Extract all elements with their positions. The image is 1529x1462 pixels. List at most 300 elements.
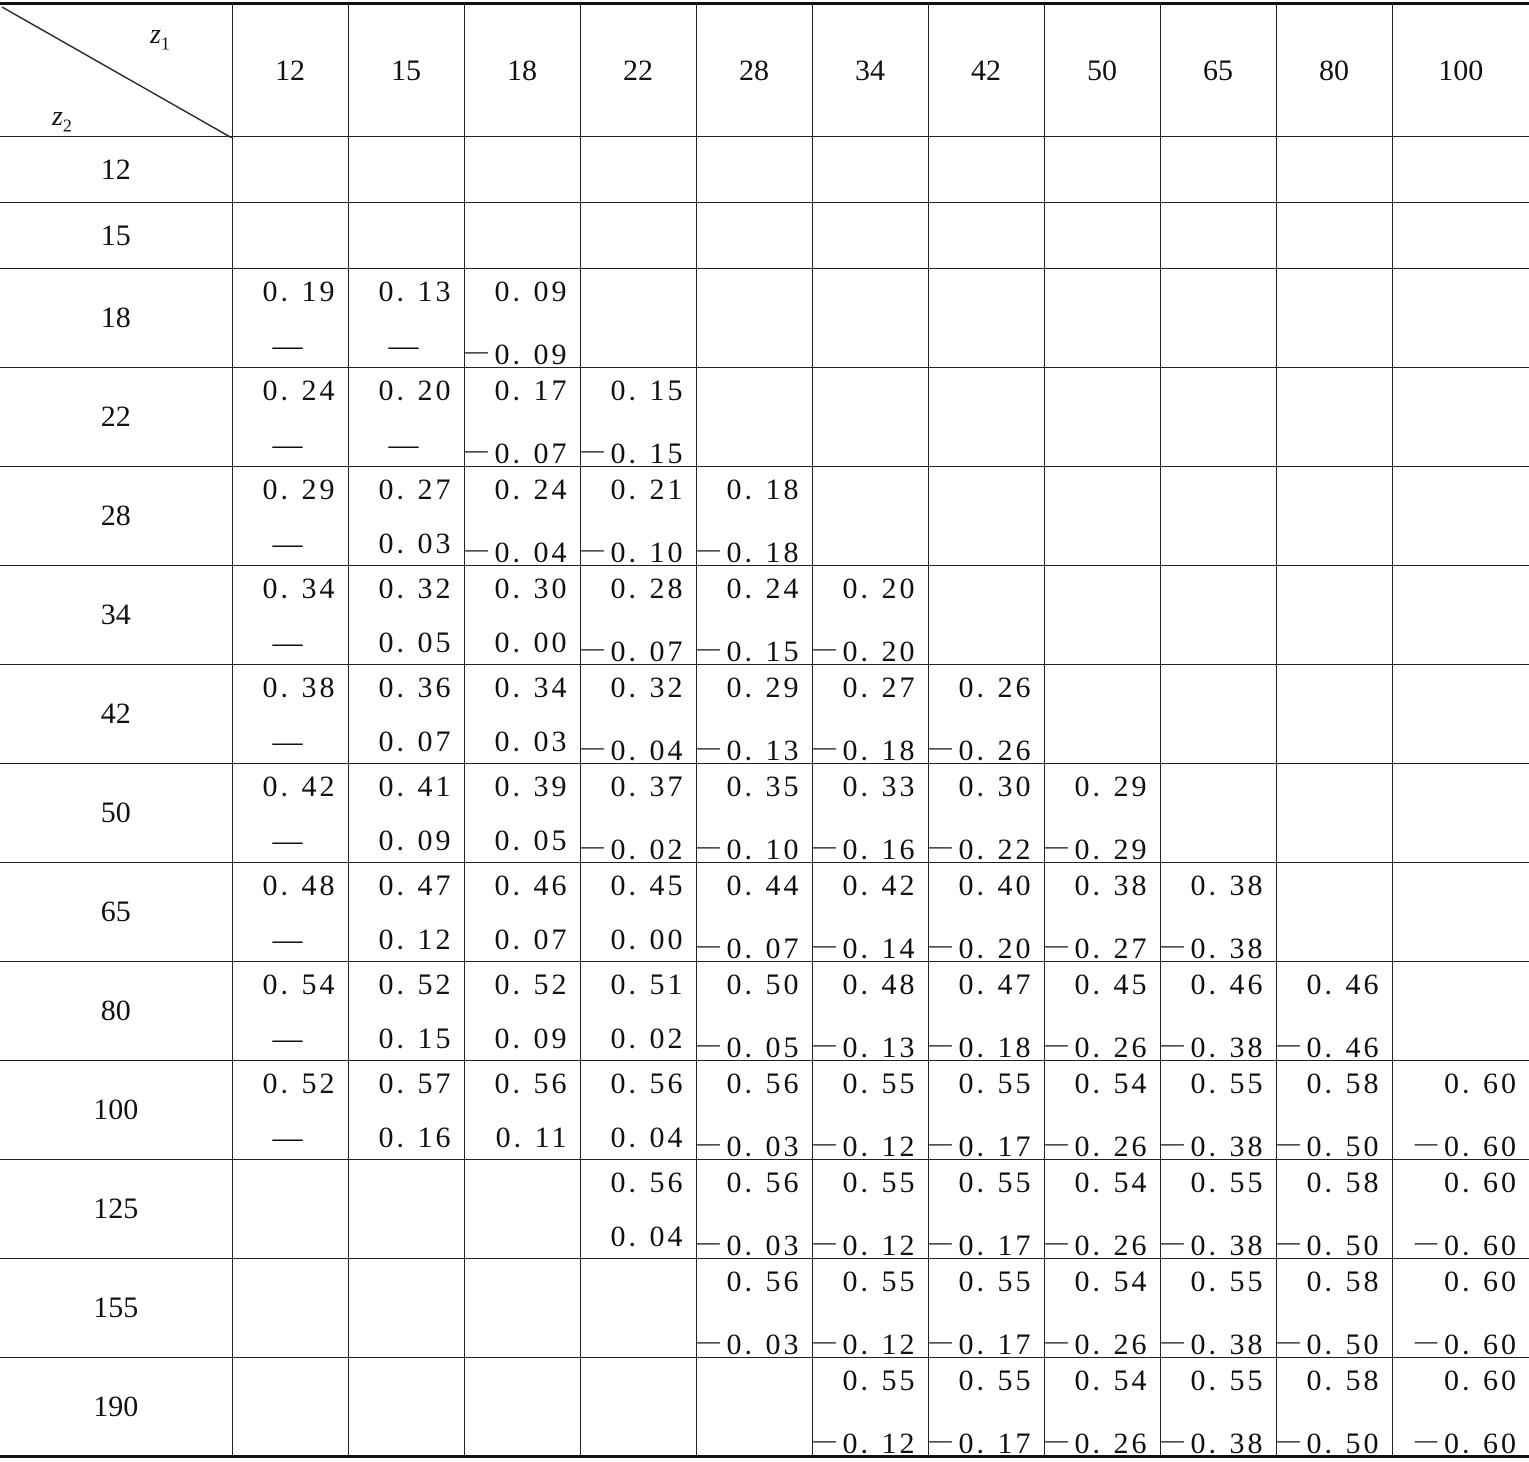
empty-cell	[580, 1259, 696, 1358]
row-header-z2: 50	[0, 764, 232, 863]
table-cell	[809, 665, 928, 767]
z1-axis-label	[150, 19, 170, 55]
cell-value-lower: －0. 10	[577, 536, 686, 569]
empty-cell	[812, 203, 928, 269]
empty-cell	[1044, 566, 1160, 665]
table-row	[0, 203, 1529, 269]
table-cell	[1041, 764, 1160, 866]
empty-cell	[232, 203, 348, 269]
table-cell	[1392, 1358, 1529, 1460]
empty-cell	[1392, 764, 1529, 863]
cell-value-upper: 0. 55	[842, 1364, 918, 1397]
table-cell	[925, 1160, 1044, 1262]
row-header-z2: 15	[0, 203, 232, 269]
cell-value-lower: －0. 50	[1273, 1229, 1382, 1262]
cell-value-upper: 0. 32	[610, 671, 686, 704]
table-cell	[809, 863, 928, 965]
table-cell	[348, 764, 464, 863]
cell-value-upper: 0. 60	[1444, 1067, 1519, 1100]
table-row	[0, 566, 1529, 665]
cell-value-upper: 0. 46	[1190, 968, 1266, 1001]
empty-cell	[348, 137, 464, 203]
cell-value-lower: 0. 12	[378, 923, 454, 956]
cell-value-lower: －0. 09	[461, 338, 570, 371]
cell-value-lower: －0. 17	[925, 1427, 1034, 1460]
table-cell	[348, 1061, 464, 1160]
cell-value-upper: 0. 55	[1190, 1265, 1266, 1298]
cell-value-lower: 0. 09	[494, 1022, 570, 1055]
cell-value-lower: －0. 50	[1273, 1328, 1382, 1361]
table-cell	[693, 1259, 812, 1361]
cell-value-upper: 0. 26	[958, 671, 1034, 704]
row-header-z2: 18	[0, 269, 232, 368]
cell-value-lower: 0. 00	[494, 626, 570, 659]
empty-cell	[928, 566, 1044, 665]
empty-cell	[1160, 269, 1276, 368]
empty-cell	[928, 467, 1044, 566]
table-cell	[809, 962, 928, 1064]
table-cell	[232, 467, 348, 566]
cell-value-upper: 0. 60	[1444, 1166, 1519, 1199]
table-cell	[925, 1259, 1044, 1361]
row-header-z2: 28	[0, 467, 232, 566]
table-cell	[809, 1358, 928, 1460]
cell-value-lower: —	[388, 428, 422, 461]
cell-value-lower: －0. 26	[1041, 1031, 1150, 1064]
table-row	[0, 1259, 1529, 1358]
column-header-z1: 65	[1160, 4, 1276, 137]
cell-value-upper: 0. 55	[842, 1067, 918, 1100]
cell-value-upper: 0. 58	[1306, 1265, 1382, 1298]
cell-value-upper: 0. 58	[1306, 1067, 1382, 1100]
table-cell	[925, 962, 1044, 1064]
cell-value-upper: 0. 42	[262, 770, 338, 803]
table-cell	[464, 566, 580, 665]
table-cell	[577, 467, 696, 569]
cell-value-upper: 0. 27	[378, 473, 454, 506]
table-cell	[1041, 1259, 1160, 1361]
table-row	[0, 665, 1529, 764]
cell-value-upper: 0. 55	[1190, 1067, 1266, 1100]
table-cell	[232, 368, 348, 467]
cell-value-lower: —	[272, 527, 306, 560]
empty-cell	[1392, 962, 1529, 1061]
table-cell	[464, 1061, 580, 1160]
cell-value-lower: －0. 04	[577, 734, 686, 767]
row-header-z2: 100	[0, 1061, 232, 1160]
empty-cell	[1276, 467, 1392, 566]
empty-cell	[348, 1358, 464, 1457]
cell-value-upper: 0. 54	[1074, 1067, 1150, 1100]
cell-value-upper: 0. 21	[610, 473, 686, 506]
cell-value-lower: －0. 38	[1157, 1427, 1266, 1460]
cell-value-lower: －0. 17	[925, 1229, 1034, 1262]
cell-value-upper: 0. 41	[378, 770, 454, 803]
table-cell	[1041, 1061, 1160, 1163]
cell-value-lower: －0. 17	[925, 1130, 1034, 1163]
cell-value-upper: 0. 30	[958, 770, 1034, 803]
corner-header	[0, 4, 232, 137]
cell-value-upper: 0. 55	[1190, 1364, 1266, 1397]
row-header-z2: 80	[0, 962, 232, 1061]
table-cell	[693, 566, 812, 668]
cell-value-upper: 0. 45	[1074, 968, 1150, 1001]
cell-value-lower: —	[272, 923, 306, 956]
table-row	[0, 467, 1529, 566]
table-body	[0, 137, 1529, 1460]
cell-value-upper: 0. 38	[262, 671, 338, 704]
cell-value-lower: －0. 26	[1041, 1427, 1150, 1460]
empty-cell	[232, 1259, 348, 1358]
cell-value-upper: 0. 30	[494, 572, 570, 605]
header-row	[0, 4, 1529, 137]
cell-value-lower: 0. 04	[610, 1220, 686, 1253]
cell-value-lower: －0. 50	[1273, 1427, 1382, 1460]
column-header-z1: 100	[1392, 4, 1529, 137]
cell-value-lower: －0. 13	[693, 734, 802, 767]
cell-value-upper: 0. 32	[378, 572, 454, 605]
empty-cell	[348, 203, 464, 269]
empty-cell	[928, 368, 1044, 467]
cell-value-lower: －0. 46	[1273, 1031, 1382, 1064]
z2-symbol: z	[52, 101, 63, 132]
table-cell	[577, 764, 696, 866]
cell-value-upper: 0. 56	[610, 1067, 686, 1100]
empty-cell	[1160, 368, 1276, 467]
column-header-z1: 28	[696, 4, 812, 137]
empty-cell	[1276, 137, 1392, 203]
cell-value-upper: 0. 60	[1444, 1364, 1519, 1397]
cell-value-lower: －0. 38	[1157, 1328, 1266, 1361]
empty-cell	[232, 1160, 348, 1259]
empty-cell	[580, 269, 696, 368]
cell-value-lower: 0. 02	[610, 1022, 686, 1055]
cell-value-upper: 0. 34	[494, 671, 570, 704]
cell-value-upper: 0. 56	[610, 1166, 686, 1199]
cell-value-upper: 0. 54	[262, 968, 338, 1001]
cell-value-lower: －0. 14	[809, 932, 918, 965]
column-header-z1: 22	[580, 4, 696, 137]
cell-value-lower: －0. 13	[809, 1031, 918, 1064]
table-cell	[1273, 1358, 1392, 1460]
empty-cell	[1044, 137, 1160, 203]
z1-symbol: z	[150, 19, 161, 50]
cell-value-lower: －0. 16	[809, 833, 918, 866]
table-cell	[1157, 863, 1276, 965]
table-cell	[464, 863, 580, 962]
table-cell	[577, 665, 696, 767]
table-cell	[348, 863, 464, 962]
table-cell	[348, 665, 464, 764]
cell-value-upper: 0. 24	[726, 572, 802, 605]
table-row	[0, 764, 1529, 863]
empty-cell	[464, 137, 580, 203]
cell-value-lower: －0. 38	[1157, 1031, 1266, 1064]
cell-value-lower: －0. 03	[693, 1328, 802, 1361]
empty-cell	[1044, 203, 1160, 269]
table-cell	[925, 1358, 1044, 1460]
table-cell	[1273, 1061, 1392, 1163]
cell-value-lower: 0. 07	[378, 725, 454, 758]
table-cell	[1041, 962, 1160, 1064]
empty-cell	[1044, 467, 1160, 566]
row-header-z2: 42	[0, 665, 232, 764]
cell-value-upper: 0. 45	[610, 869, 686, 902]
cell-value-upper: 0. 58	[1306, 1166, 1382, 1199]
empty-cell	[348, 1259, 464, 1358]
empty-cell	[1160, 467, 1276, 566]
table-cell	[1041, 1160, 1160, 1262]
cell-value-lower: －0. 03	[693, 1229, 802, 1262]
cell-value-upper: 0. 29	[1074, 770, 1150, 803]
table-cell	[1157, 1061, 1276, 1163]
empty-cell	[580, 203, 696, 269]
table-cell	[925, 665, 1044, 767]
cell-value-upper: 0. 54	[1074, 1364, 1150, 1397]
table-cell	[1273, 962, 1392, 1064]
empty-cell	[696, 1358, 812, 1457]
cell-value-upper: 0. 46	[494, 869, 570, 902]
cell-value-lower: －0. 12	[809, 1229, 918, 1262]
empty-cell	[928, 137, 1044, 203]
cell-value-upper: 0. 24	[494, 473, 570, 506]
row-header-z2: 155	[0, 1259, 232, 1358]
empty-cell	[1276, 368, 1392, 467]
table-cell	[348, 269, 464, 368]
empty-cell	[464, 1358, 580, 1457]
table-cell	[1041, 1358, 1160, 1460]
cell-value-lower: 0. 03	[494, 725, 570, 758]
cell-value-lower: －0. 38	[1157, 932, 1266, 965]
cell-value-lower: －0. 15	[577, 437, 686, 470]
empty-cell	[580, 137, 696, 203]
empty-cell	[696, 269, 812, 368]
cell-value-upper: 0. 29	[726, 671, 802, 704]
cell-value-upper: 0. 55	[958, 1364, 1034, 1397]
table-cell	[232, 764, 348, 863]
table-cell	[348, 962, 464, 1061]
cell-value-lower: 0. 11	[495, 1121, 570, 1154]
cell-value-upper: 0. 38	[1074, 869, 1150, 902]
cell-value-lower: —	[388, 329, 422, 362]
empty-cell	[696, 368, 812, 467]
empty-cell	[696, 203, 812, 269]
cell-value-upper: 0. 19	[262, 275, 338, 308]
cell-value-upper: 0. 60	[1444, 1265, 1519, 1298]
cell-value-lower: －0. 26	[1041, 1229, 1150, 1262]
table-cell	[232, 1061, 348, 1160]
cell-value-upper: 0. 52	[494, 968, 570, 1001]
cell-value-upper: 0. 27	[842, 671, 918, 704]
cell-value-lower: －0. 03	[693, 1130, 802, 1163]
cell-value-lower: —	[272, 1022, 306, 1055]
table-cell	[693, 1061, 812, 1163]
empty-cell	[928, 203, 1044, 269]
empty-cell	[580, 1358, 696, 1457]
cell-value-upper: 0. 58	[1306, 1364, 1382, 1397]
cell-value-upper: 0. 15	[610, 374, 686, 407]
cell-value-upper: 0. 17	[494, 374, 570, 407]
cell-value-lower: —	[272, 428, 306, 461]
cell-value-lower: －0. 38	[1157, 1130, 1266, 1163]
cell-value-lower: －0. 60	[1411, 1229, 1519, 1262]
cell-value-lower: －0. 07	[577, 635, 686, 668]
cell-value-upper: 0. 40	[958, 869, 1034, 902]
cell-value-lower: －0. 05	[693, 1031, 802, 1064]
empty-cell	[464, 1259, 580, 1358]
empty-cell	[1276, 764, 1392, 863]
cell-value-lower: －0. 15	[693, 635, 802, 668]
cell-value-lower: －0. 38	[1157, 1229, 1266, 1262]
empty-cell	[1392, 137, 1529, 203]
empty-cell	[812, 269, 928, 368]
cell-value-upper: 0. 37	[610, 770, 686, 803]
cell-value-upper: 0. 56	[726, 1166, 802, 1199]
table-cell	[809, 1259, 928, 1361]
cell-value-upper: 0. 29	[262, 473, 338, 506]
z2-axis-label	[52, 101, 72, 137]
cell-value-upper: 0. 28	[610, 572, 686, 605]
table-cell	[232, 665, 348, 764]
table-cell	[348, 368, 464, 467]
cell-value-upper: 0. 47	[958, 968, 1034, 1001]
z2-subscript: 2	[62, 115, 72, 136]
table-cell	[348, 467, 464, 566]
cell-value-lower: —	[272, 725, 306, 758]
cell-value-upper: 0. 52	[378, 968, 454, 1001]
cell-value-lower: 0. 03	[378, 527, 454, 560]
empty-cell	[812, 368, 928, 467]
cell-value-upper: 0. 38	[1190, 869, 1266, 902]
table-cell	[464, 764, 580, 863]
row-header-z2: 34	[0, 566, 232, 665]
cell-value-upper: 0. 20	[842, 572, 918, 605]
empty-cell	[1276, 566, 1392, 665]
cell-value-lower: —	[272, 626, 306, 659]
table-cell	[693, 962, 812, 1064]
row-header-z2: 65	[0, 863, 232, 962]
table-cell	[1392, 1259, 1529, 1361]
z1-subscript: 1	[160, 33, 170, 54]
table-cell	[580, 962, 696, 1061]
cell-value-lower: —	[272, 329, 306, 362]
table-cell	[348, 566, 464, 665]
empty-cell	[696, 137, 812, 203]
cell-value-lower: －0. 18	[925, 1031, 1034, 1064]
table-cell	[461, 269, 580, 371]
column-header-z1: 80	[1276, 4, 1392, 137]
empty-cell	[348, 1160, 464, 1259]
empty-cell	[1160, 203, 1276, 269]
table-cell	[1041, 863, 1160, 965]
column-header-z1: 42	[928, 4, 1044, 137]
cell-value-lower: －0. 50	[1273, 1130, 1382, 1163]
table-cell	[1157, 1358, 1276, 1460]
table-cell	[580, 863, 696, 962]
cell-value-lower: －0. 10	[693, 833, 802, 866]
row-header-z2: 22	[0, 368, 232, 467]
table-cell	[1157, 1259, 1276, 1361]
empty-cell	[1160, 764, 1276, 863]
cell-value-upper: 0. 20	[378, 374, 454, 407]
empty-cell	[1392, 203, 1529, 269]
table-cell	[693, 467, 812, 569]
empty-cell	[928, 269, 1044, 368]
cell-value-lower: —	[272, 1121, 306, 1154]
cell-value-lower: －0. 29	[1041, 833, 1150, 866]
table-row	[0, 269, 1529, 368]
cell-value-upper: 0. 48	[842, 968, 918, 1001]
cell-value-lower: －0. 26	[1041, 1328, 1150, 1361]
table-cell	[1157, 1160, 1276, 1262]
cell-value-upper: 0. 39	[494, 770, 570, 803]
cell-value-upper: 0. 42	[842, 869, 918, 902]
cell-value-lower: －0. 60	[1411, 1328, 1519, 1361]
cell-value-lower: －0. 18	[693, 536, 802, 569]
cell-value-lower: －0. 27	[1041, 932, 1150, 965]
empty-cell	[1044, 665, 1160, 764]
table-cell	[461, 368, 580, 470]
empty-cell	[1276, 863, 1392, 962]
table-row	[0, 137, 1529, 203]
table-row	[0, 962, 1529, 1061]
cell-value-lower: －0. 20	[809, 635, 918, 668]
empty-cell	[1160, 566, 1276, 665]
table-cell	[232, 269, 348, 368]
table-cell	[925, 1061, 1044, 1163]
cell-value-upper: 0. 35	[726, 770, 802, 803]
cell-value-upper: 0. 51	[610, 968, 686, 1001]
cell-value-upper: 0. 47	[378, 869, 454, 902]
row-header-z2: 190	[0, 1358, 232, 1457]
cell-value-upper: 0. 56	[494, 1067, 570, 1100]
cell-value-lower: －0. 60	[1411, 1427, 1519, 1460]
empty-cell	[1276, 203, 1392, 269]
row-header-z2: 125	[0, 1160, 232, 1259]
table-cell	[1392, 1160, 1529, 1262]
cell-value-lower: 0. 00	[610, 923, 686, 956]
cell-value-upper: 0. 57	[378, 1067, 454, 1100]
cell-value-lower: －0. 02	[577, 833, 686, 866]
empty-cell	[1392, 863, 1529, 962]
cell-value-lower: －0. 07	[693, 932, 802, 965]
cell-value-lower: －0. 17	[925, 1328, 1034, 1361]
cell-value-upper: 0. 55	[958, 1067, 1034, 1100]
row-header-z2: 12	[0, 137, 232, 203]
cell-value-upper: 0. 56	[726, 1265, 802, 1298]
cell-value-upper: 0. 55	[958, 1265, 1034, 1298]
table-row	[0, 1061, 1529, 1160]
table-cell	[809, 764, 928, 866]
table-cell	[1392, 1061, 1529, 1163]
empty-cell	[1392, 368, 1529, 467]
cell-value-lower: －0. 04	[461, 536, 570, 569]
cell-value-lower: －0. 26	[925, 734, 1034, 767]
cell-value-upper: 0. 46	[1306, 968, 1382, 1001]
cell-value-upper: 0. 55	[1190, 1166, 1266, 1199]
empty-cell	[1160, 665, 1276, 764]
cell-value-upper: 0. 36	[378, 671, 454, 704]
table-row	[0, 368, 1529, 467]
table-cell	[464, 665, 580, 764]
column-header-z1: 34	[812, 4, 928, 137]
cell-value-upper: 0. 18	[726, 473, 802, 506]
table-cell	[809, 1061, 928, 1163]
cell-value-upper: 0. 09	[494, 275, 570, 308]
empty-cell	[1276, 269, 1392, 368]
empty-cell	[1276, 665, 1392, 764]
cell-value-lower: －0. 07	[461, 437, 570, 470]
